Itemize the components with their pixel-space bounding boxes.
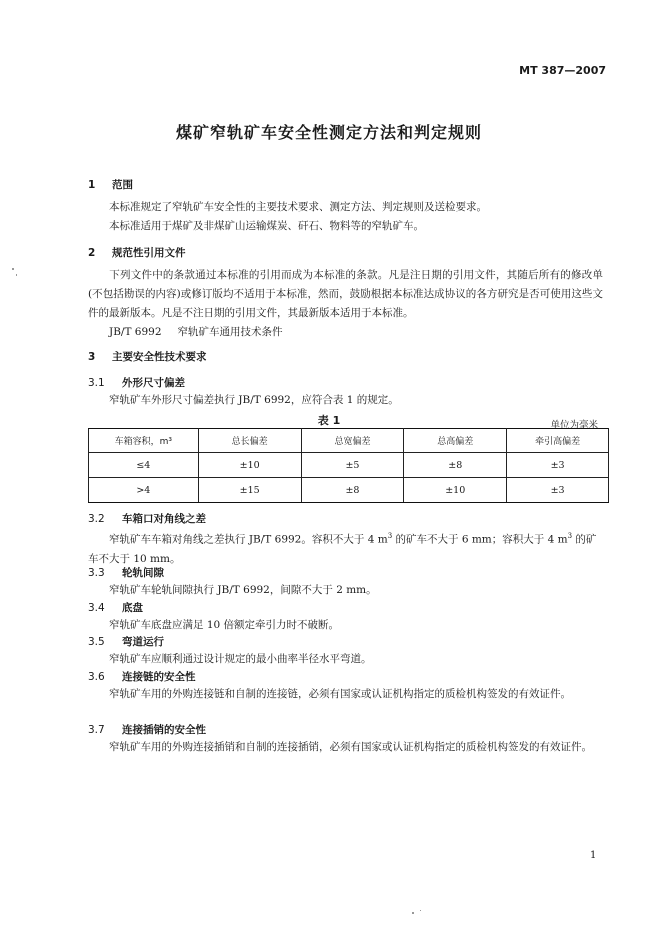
subsection-3-2-heading: 3.2 车箱口对角线之差 xyxy=(88,513,206,525)
table-cell: ±10 xyxy=(404,478,507,503)
table-cell: ≤4 xyxy=(89,453,199,478)
section-1-paragraph-2: 本标准适用于煤矿及非煤矿山运输煤炭、矸石、物料等的窄轨矿车。 xyxy=(109,220,424,232)
scan-speck xyxy=(420,910,421,911)
table-header-cell: 总宽偏差 xyxy=(301,429,404,453)
scan-speck xyxy=(12,268,14,270)
scan-speck xyxy=(16,274,17,276)
subsection-3-3-paragraph: 窄轨矿车轮轨间隙执行 JB/T 6992，间隙不大于 2 mm。 xyxy=(109,584,377,596)
page-number: 1 xyxy=(590,850,597,861)
table-header-cell: 牵引高偏差 xyxy=(507,429,609,453)
subsection-3-5-heading: 3.5 弯道运行 xyxy=(88,636,164,648)
table-header-row xyxy=(89,429,609,453)
subsection-3-4-paragraph: 窄轨矿车底盘应满足 10 倍额定牵引力时不破断。 xyxy=(109,619,340,631)
table-cell: ±8 xyxy=(404,453,507,478)
section-2-paragraph-1: 下列文件中的条款通过本标准的引用而成为本标准的条款。凡是注日期的引用文件，其随后所有的修改单(不包括勘误的内容)或修订版均不适用于本标准，然而，鼓励根据本标准达成协议的各方研究是否可使用这些文件的最新版本。凡是不注日期的引用文件，其最新版本适用于本标准。 xyxy=(88,269,603,319)
subsection-3-2-paragraph: 窄轨矿车车箱对角线之差执行 JB/T 6992。容积不大于 4 $m^3$ 的矿车不大于 6 mm；容积大于 4 $m^3$ 的矿车不大于 10 mm。 xyxy=(88,532,597,565)
reference-code: JB/T 6992 xyxy=(109,326,162,338)
table-header-cell: 车箱容积，m³ xyxy=(89,429,199,453)
table-row xyxy=(89,478,609,503)
subsection-3-5-paragraph: 窄轨矿车应顺利通过设计规定的最小曲率半径水平弯道。 xyxy=(109,653,372,665)
table-cell: ±5 xyxy=(301,453,404,478)
table-header-cell: 总长偏差 xyxy=(198,429,301,453)
subsection-3-7-paragraph: 窄轨矿车用的外购连接插销和自制的连接插销，必须有国家或认证机构指定的质检机构签发的有效证件。 xyxy=(109,741,592,753)
section-number: 3 xyxy=(88,351,96,363)
subsection-3-7-heading: 3.7 连接插销的安全性 xyxy=(88,724,206,736)
table-cell: ±8 xyxy=(301,478,404,503)
table-1 xyxy=(88,428,609,503)
section-1-paragraph-1: 本标准规定了窄轨矿车安全性的主要技术要求、测定方法、判定规则及送检要求。 xyxy=(109,201,487,213)
table-cell: ±15 xyxy=(198,478,301,503)
section-title: 范围 xyxy=(112,179,133,191)
section-number: 2 xyxy=(88,247,96,259)
subsection-3-6-paragraph: 窄轨矿车用的外购连接链和自制的连接链，必须有国家或认证机构指定的质检机构签发的有效证件。 xyxy=(109,688,571,700)
subsection-3-6-heading: 3.6 连接链的安全性 xyxy=(88,671,196,683)
section-1-heading xyxy=(88,177,133,192)
table-row xyxy=(89,453,609,478)
table-header-cell: 总高偏差 xyxy=(404,429,507,453)
table-cell: >4 xyxy=(89,478,199,503)
section-title: 规范性引用文件 xyxy=(112,247,186,259)
table-cell: ±3 xyxy=(507,453,609,478)
section-number: 1 xyxy=(88,179,96,191)
section-2-heading xyxy=(88,245,186,260)
subsection-3-1-paragraph: 窄轨矿车外形尺寸偏差执行 JB/T 6992，应符合表 1 的规定。 xyxy=(109,394,399,406)
scan-speck xyxy=(412,912,414,914)
table-cell: ±3 xyxy=(507,478,609,503)
section-title: 主要安全性技术要求 xyxy=(112,351,207,363)
reference-title: 窄轨矿车通用技术条件 xyxy=(177,326,283,338)
subsection-3-1-heading: 3.1 外形尺寸偏差 xyxy=(88,377,185,389)
table-cell: ±10 xyxy=(198,453,301,478)
table-unit: 单位为毫米 xyxy=(550,420,598,431)
subsection-3-4-heading: 3.4 底盘 xyxy=(88,602,143,614)
section-3-heading xyxy=(88,349,207,364)
standard-number: MT 387—2007 xyxy=(519,64,606,77)
normative-reference xyxy=(88,323,598,342)
subsection-3-3-heading: 3.3 轮轨间隙 xyxy=(88,567,164,579)
table-caption: 表 1 xyxy=(317,414,341,427)
page-title: 煤矿窄轨矿车安全性测定方法和判定规则 xyxy=(175,123,482,142)
